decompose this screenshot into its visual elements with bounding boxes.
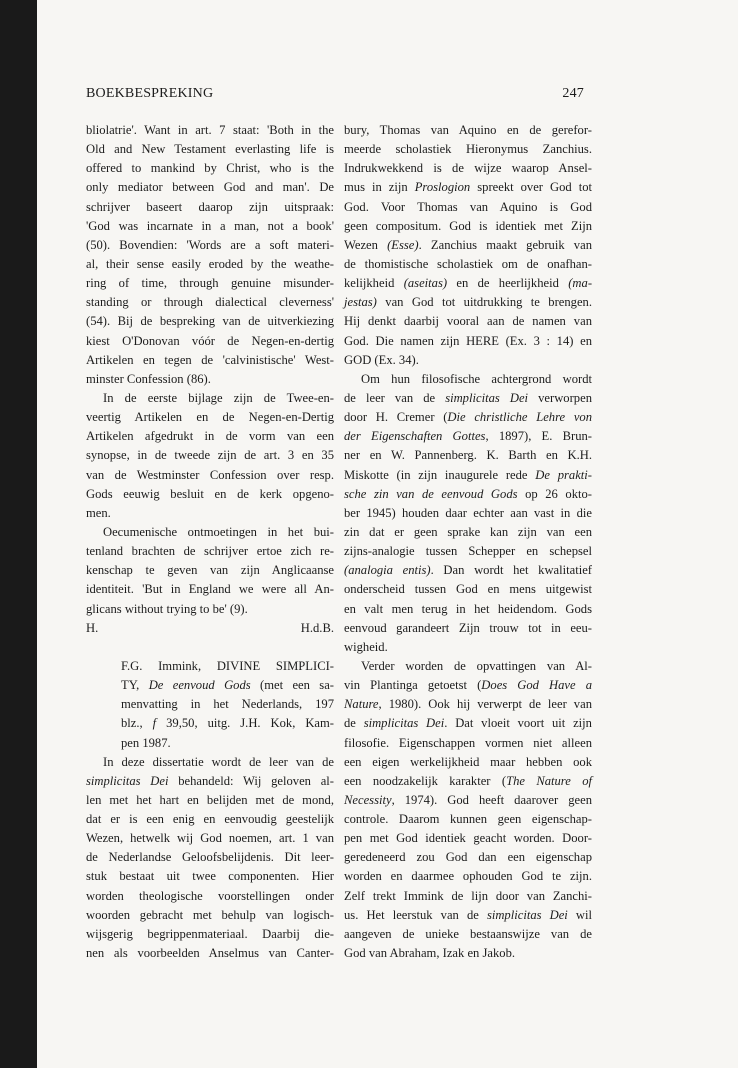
text-line: kenschap te geven van zijn Anglicaanse xyxy=(86,563,334,578)
text-line: ner en W. Pannenberg. K. Barth en K.H. xyxy=(344,448,592,463)
text-line: Artikelen afgedrukt in de vorm van een xyxy=(86,429,334,444)
text-line: Necessity, 1974). God heeft daarover geen xyxy=(344,792,592,807)
text-line: door H. Cremer (Die christliche Lehre von xyxy=(344,410,592,425)
book-reference xyxy=(86,657,334,753)
paragraph-odonovan-review xyxy=(86,121,334,389)
text-line: al, their sense easily eroded by the weathe- xyxy=(86,256,334,271)
text-line: filosofie. Eigenschappen vormen niet alleen xyxy=(344,735,592,750)
text-line: pen met God identiek geacht worden. Door- xyxy=(344,831,592,846)
left-column xyxy=(86,121,334,963)
text-line: bliolatrie'. Want in art. 7 staat: 'Both in the xyxy=(86,123,334,137)
text-line: wigheid. xyxy=(344,639,388,654)
text-line: (54). Bij de bespreking van de uitverkiezing xyxy=(86,314,334,329)
text-line: nen als voorbeelden Anselmus van Canter- xyxy=(86,946,334,961)
text-line: minster Confession (86). xyxy=(86,371,211,386)
text-line: eenvoud garandeert Zijn trouw tot in eeu- xyxy=(344,620,592,635)
text-line: Verder worden de opvattingen van Al- xyxy=(361,658,592,673)
running-head-title: BOEKBESPREKING xyxy=(86,86,214,101)
text-line: In de eerste bijlage zijn de Twee-en- xyxy=(103,390,334,405)
text-line: jestas) van God tot uitdrukking te brengen. xyxy=(344,295,592,310)
text-line: pen 1987. xyxy=(121,735,171,750)
text-line: worden en daarmee ophouden God te zijn. xyxy=(344,869,592,884)
text-line: veertig Artikelen en de Negen-en-Dertig xyxy=(86,410,334,425)
text-line: geen compositum. God is identiek met Zijn xyxy=(344,218,592,233)
text-line: mus in zijn Proslogion spreekt over God tot xyxy=(344,180,593,195)
paragraph-appendices xyxy=(86,389,334,523)
text-line: (50). Bovendien: 'Words are a soft materi- xyxy=(86,237,334,252)
text-line: GOD (Ex. 34). xyxy=(344,352,419,367)
paragraph-scholastics xyxy=(344,121,592,370)
text-line: aangeven de unieke bestaanswijze van de xyxy=(344,926,592,941)
text-line: stuk bestaat uit twee componenten. Hier xyxy=(86,869,334,884)
text-line: Wezen (Esse). Zanchius maakt gebruik van xyxy=(344,237,592,252)
spacer xyxy=(86,638,334,657)
text-line: identiteit. 'But in England we were all An- xyxy=(86,582,334,597)
text-line: onderscheid tussen God en mens uitgewist xyxy=(344,582,592,597)
text-line: dat er is een enig en eenvoudig geestelijk xyxy=(86,812,334,827)
text-line: tenland brachten de schrijver ertoe zich re- xyxy=(86,544,334,559)
signature-initial: H. xyxy=(86,620,99,635)
page-number: 247 xyxy=(562,86,584,101)
text-line: kiest O'Donovan vóór de Negen-en-dertig xyxy=(86,333,334,348)
text-line: de Nederlandse Geloofsbelijdenis. Dit leer- xyxy=(86,850,334,865)
right-column xyxy=(344,121,592,963)
text-line: 'God was incarnate in a man, not a book' xyxy=(86,218,334,233)
text-line: simplicitas Dei behandeld: Wij geloven al- xyxy=(86,773,334,788)
paragraph-ecumenical xyxy=(86,523,334,619)
text-line: God. Voor Thomas van Aquino is God xyxy=(344,199,592,214)
text-line: worden theologische voorstellingen onder xyxy=(86,888,334,903)
running-head xyxy=(86,86,584,108)
text-line: woorden gebracht met behulp van logisch- xyxy=(86,907,334,922)
text-line: bury, Thomas van Aquino en de gerefor- xyxy=(344,123,592,137)
text-line: blz., f 39,50, uitg. J.H. Kok, Kam- xyxy=(121,716,334,731)
text-line: schrijver baseert daarop zijn uitspraak: xyxy=(86,199,334,214)
text-line: wijsgerig begrippenmateriaal. Daarbij die- xyxy=(86,926,334,941)
text-line: Om hun filosofische achtergrond wordt xyxy=(361,371,592,386)
text-line: synopse, in de tweede zijn de art. 3 en 35 xyxy=(86,448,334,463)
text-line: een eigen werkelijkheid maar hebben ook xyxy=(344,754,592,769)
text-line: sche zin van de eenvoud Gods op 26 okto- xyxy=(344,486,593,501)
paragraph-dissertation xyxy=(86,753,334,964)
text-line: Nature, 1980). Ook hij verwerpt de leer van xyxy=(344,697,592,712)
signature-author: H.d.B. xyxy=(300,620,334,635)
text-line: controle. Daarom kunnen geen eigenschap- xyxy=(344,812,592,827)
text-line: Hij denkt daarbij vooral aan de namen van xyxy=(344,314,592,329)
text-line: God van Abraham, Izak en Jakob. xyxy=(344,946,516,961)
text-line: Indrukwekkend is de wijze waarop Ansel- xyxy=(344,161,592,176)
text-line: men. xyxy=(86,505,111,520)
text-line: van de Westminster Confession over resp. xyxy=(86,467,334,482)
text-line: de thomistische scholastiek om de onafhan- xyxy=(344,256,592,271)
text-line: len met het hart en belijden met de mond, xyxy=(86,792,334,807)
text-line: F.G. Immink, DIVINE SIMPLICI- xyxy=(121,658,334,673)
text-line: zijns-analogie tussen Schepper en schepsel xyxy=(344,544,592,559)
text-line: glicans without trying to be' (9). xyxy=(86,601,248,616)
text-line: (analogia entis). Dan wordt het kwalitatief xyxy=(344,563,593,578)
text-line: menvatting in het Nederlands, 197 xyxy=(121,697,334,712)
text-line: Gods eeuwig besluit en de kerk opgeno- xyxy=(86,486,334,501)
text-line: meerde scholastiek Hieronymus Zanchius. xyxy=(344,142,592,157)
text-line: Miskotte (in zijn inaugurele rede De prakti- xyxy=(344,467,593,482)
text-line: offered to mankind by Christ, who is the xyxy=(86,161,334,176)
text-line: een noodzakelijk karakter (The Nature of xyxy=(344,773,592,788)
text-line: Wezen, hetwelk wij God noemen, art. 1 van xyxy=(86,831,334,846)
text-line: de leer van de simplicitas Dei verworpen xyxy=(344,390,592,405)
text-line: Oecumenische ontmoetingen in het bui- xyxy=(103,524,334,539)
text-line: de simplicitas Dei. Dat vloeit voort uit zijn xyxy=(344,716,592,731)
text-line: kelijkheid (aseitas) en de heerlijkheid (ma- xyxy=(344,276,593,291)
text-line: Artikelen en tegen de 'calvinistische' West- xyxy=(86,352,334,367)
text-line: TY, De eenvoud Gods (met een sa- xyxy=(121,678,334,693)
text-line: standing or through dialectical cleverness' xyxy=(86,295,334,310)
text-line: geredeneerd zou God dan een eigenschap xyxy=(344,850,592,865)
text-line: only mediator between God and man'. De xyxy=(86,180,334,195)
text-line: us. Het leerstuk van de simplicitas Dei wil xyxy=(344,907,592,922)
text-line: vin Plantinga getoetst (Does God Have a xyxy=(344,678,592,693)
text-line: ring of time, through genuine misunder- xyxy=(86,276,334,291)
text-line: God. Die namen zijn HERE (Ex. 3 : 14) en xyxy=(344,333,592,348)
text-line: In deze dissertatie wordt de leer van de xyxy=(103,754,334,769)
text-line: zin dat er geen sprake kan zijn van een xyxy=(344,524,592,539)
paragraph-plantinga xyxy=(344,657,592,963)
text-line: der Eigenschaften Gottes, 1897), E. Brun- xyxy=(344,429,592,444)
text-line: Zelf trekt Immink de lijn door van Zanchi- xyxy=(344,888,592,903)
text-line: Old and New Testament everlasting life is xyxy=(86,142,334,157)
binding-edge xyxy=(0,0,37,1068)
review-signature xyxy=(86,619,334,638)
paragraph-critics xyxy=(344,370,592,657)
text-line: en valt men terug in het heidendom. Gods xyxy=(344,601,592,616)
book-title: De eenvoud Gods xyxy=(148,678,251,693)
text-line: ber 1945) houden daar echter aan vast in die xyxy=(344,505,592,520)
